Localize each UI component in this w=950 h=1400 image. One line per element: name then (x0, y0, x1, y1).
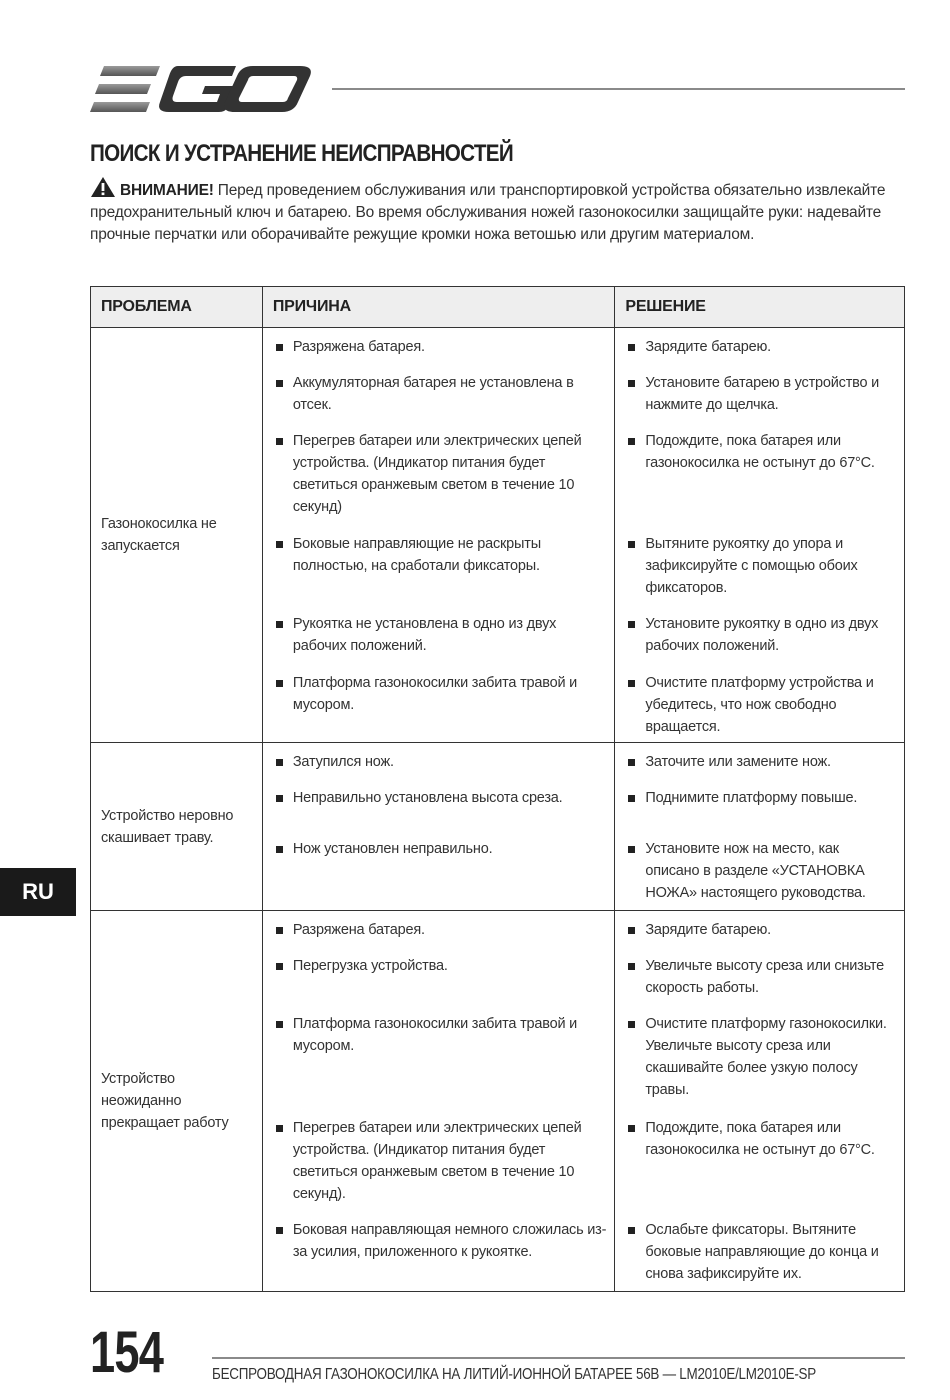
cause-text: Неправильно установлена высота среза. (292, 790, 563, 806)
warning-label: ВНИМАНИЕ! (120, 182, 214, 199)
list-item (263, 1117, 614, 1219)
list-item (263, 751, 614, 787)
problem-cell: Газонокосилка не запускается (91, 328, 263, 743)
cause-cell (262, 743, 614, 911)
solution-text: Очистите платформу устройства и убедитесь, что нож свободно вращается. (645, 675, 874, 735)
cause-text: Перегрев батареи или электрических цепей устройства. (Индикатор питания будет светиться оранжевым светом в течение 10 секунд) (292, 433, 582, 515)
list-item (615, 919, 904, 955)
list-item (263, 672, 614, 742)
list-item (615, 613, 904, 672)
list-item (263, 430, 614, 533)
bullet-icon (276, 795, 283, 802)
list-item (263, 336, 614, 372)
header-cause: ПРИЧИНА (262, 287, 614, 328)
solution-text: Подождите, пока батарея или газонокосилка не остынут до 67°C. (645, 1120, 875, 1158)
solution-cell (615, 328, 905, 743)
cause-text: Платформа газонокосилки забита травой и мусором. (292, 1016, 578, 1054)
bullet-icon (628, 1125, 635, 1132)
solution-text: Увеличьте высоту среза или снизьте скорость работы. (645, 958, 884, 996)
bullet-icon (276, 963, 283, 970)
solution-text: Зарядите батарею. (645, 339, 771, 355)
solution-text: Поднимите платформу повыше. (645, 790, 858, 806)
bullet-icon (276, 1021, 283, 1028)
cause-text: Разряжена батарея. (292, 922, 425, 938)
list-item (615, 751, 904, 787)
cause-cell (262, 328, 614, 743)
list-item (615, 533, 904, 613)
list-item (615, 1219, 904, 1291)
list-item (615, 838, 904, 910)
cause-text: Перегрузка устройства. (292, 958, 448, 974)
troubleshooting-table (90, 286, 905, 1292)
bullet-icon (628, 380, 635, 387)
language-tab: RU (0, 868, 76, 916)
cause-cell (262, 911, 614, 1292)
bullet-icon (628, 846, 635, 853)
list-item (615, 672, 904, 742)
bullet-icon (276, 680, 283, 687)
solution-text: Установите рукоятку в одно из двух рабочих положений. (645, 616, 879, 654)
list-item (615, 955, 904, 1013)
header-problem: ПРОБЛЕМА (91, 287, 263, 328)
list-item (263, 1013, 614, 1117)
bullet-icon (628, 927, 635, 934)
list-item (263, 372, 614, 430)
warning-text: Перед проведением обслуживания или транспортировкой устройства обязательно извлекайте предохранительный ключ и батарею. Во время обслуживания ножей газонокосилки защищайте руки: надевайте прочные перчатки или оборачивайте режущие кромки ножа ветошью или другим материалом. (90, 182, 886, 243)
list-item (615, 430, 904, 533)
list-item (615, 372, 904, 430)
bullet-icon (276, 621, 283, 628)
list-item (263, 919, 614, 955)
bullet-icon (628, 621, 635, 628)
list-item (615, 336, 904, 372)
list-item (615, 1013, 904, 1117)
bullet-icon (276, 1125, 283, 1132)
list-item (263, 1219, 614, 1291)
table-row (91, 743, 905, 911)
bullet-icon (276, 1227, 283, 1234)
ego-logo (90, 64, 312, 114)
cause-text: Боковая направляющая немного сложилась из-за усилия, приложенного к рукоятке. (292, 1222, 607, 1260)
bullet-icon (628, 344, 635, 351)
cause-text: Нож установлен неправильно. (292, 841, 493, 857)
table-row (91, 911, 905, 1292)
bullet-icon (276, 927, 283, 934)
bullet-icon (628, 963, 635, 970)
bullet-icon (628, 759, 635, 766)
bullet-icon (276, 846, 283, 853)
solution-text: Ослабьте фиксаторы. Вытяните боковые направляющие до конца и снова зафиксируйте их. (645, 1222, 879, 1282)
problem-cell: Устройство неожиданно прекращает работу (91, 911, 263, 1292)
solution-text: Подождите, пока батарея или газонокосилка не остынут до 67°C. (645, 433, 875, 471)
solution-text: Установите батарею в устройство и нажмите до щелчка. (645, 375, 880, 413)
header-solution: РЕШЕНИЕ (615, 287, 905, 328)
warning-notice (90, 176, 905, 246)
table-header-row (91, 287, 905, 328)
list-item (263, 955, 614, 1013)
list-item (263, 838, 614, 910)
footer-rule (212, 1357, 905, 1359)
bullet-icon (628, 438, 635, 445)
cause-text: Боковые направляющие не раскрыты полностью, на сработали фиксаторы. (292, 536, 541, 574)
page-title: ПОИСК И УСТРАНЕНИЕ НЕИСПРАВНОСТЕЙ (90, 140, 514, 167)
bullet-icon (276, 541, 283, 548)
table-row (91, 328, 905, 743)
cause-text: Платформа газонокосилки забита травой и мусором. (292, 675, 578, 713)
solution-text: Заточите или замените нож. (645, 754, 831, 770)
bullet-icon (276, 380, 283, 387)
solution-cell (615, 743, 905, 911)
solution-cell (615, 911, 905, 1292)
solution-text: Установите нож на место, как описано в разделе «УСТАНОВКА НОЖА» настоящего руководства. (645, 841, 866, 901)
solution-text: Зарядите батарею. (645, 922, 771, 938)
list-item (263, 787, 614, 838)
list-item (263, 613, 614, 672)
bullet-icon (276, 759, 283, 766)
list-item (615, 1117, 904, 1219)
bullet-icon (628, 680, 635, 687)
list-item (263, 533, 614, 613)
bullet-icon (628, 795, 635, 802)
list-item (615, 787, 904, 838)
bullet-icon (628, 1227, 635, 1234)
problem-cell: Устройство неровно скашивает траву. (91, 743, 263, 911)
cause-text: Аккумуляторная батарея не установлена в отсек. (292, 375, 574, 413)
header-rule (332, 88, 905, 90)
footer-text: БЕСПРОВОДНАЯ ГАЗОНОКОСИЛКА НА ЛИТИЙ-ИОННОЙ БАТАРЕЕ 56В — LM2010E/LM2010E-SP (212, 1366, 816, 1383)
solution-text: Очистите платформу газонокосилки. Увеличьте высоту среза или скашивайте более узкую полосу травы. (645, 1016, 887, 1098)
page-number: 154 (90, 1320, 164, 1385)
cause-text: Затупился нож. (292, 754, 394, 770)
cause-text: Разряжена батарея. (292, 339, 425, 355)
cause-text: Перегрев батареи или электрических цепей устройства. (Индикатор питания будет светиться оранжевым светом в течение 10 секунд). (292, 1120, 582, 1202)
bullet-icon (276, 438, 283, 445)
cause-text: Рукоятка не установлена в одно из двух рабочих положений. (292, 616, 557, 654)
bullet-icon (628, 1021, 635, 1028)
bullet-icon (628, 541, 635, 548)
bullet-icon (276, 344, 283, 351)
warning-triangle-icon (90, 176, 116, 198)
solution-text: Вытяните рукоятку до упора и зафиксируйте с помощью обоих фиксаторов. (645, 536, 858, 596)
